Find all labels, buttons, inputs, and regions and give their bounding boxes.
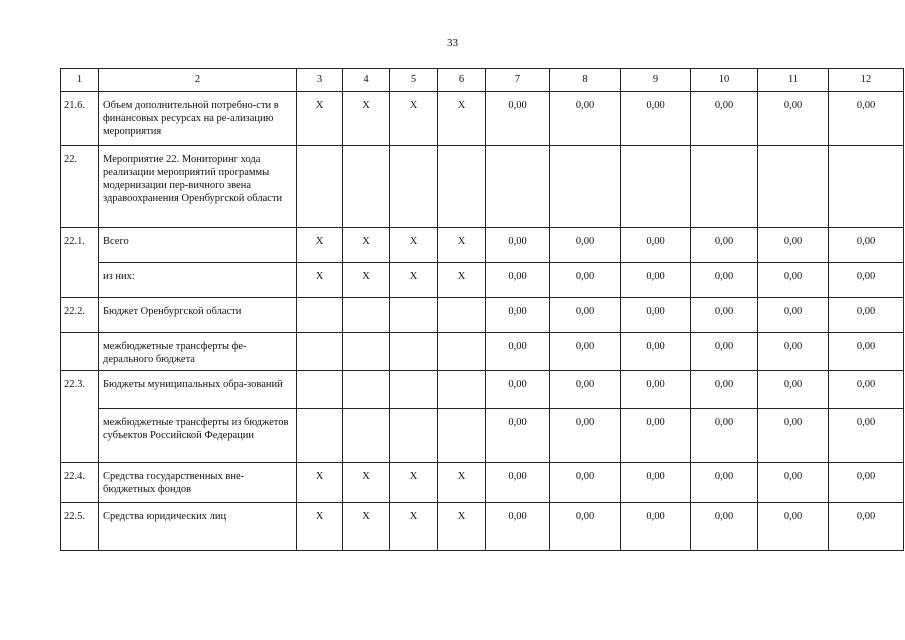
table-row — [61, 503, 904, 551]
row-name: межбюджетные трансферты фе-дерального бюджета — [99, 333, 297, 371]
value-cell: 0,00 — [486, 463, 550, 503]
value-cell — [486, 146, 550, 228]
table-row — [61, 463, 904, 503]
value-cell — [829, 146, 904, 228]
mark-cell: X — [343, 503, 390, 551]
column-header-8: 8 — [550, 69, 621, 92]
value-cell: 0,00 — [486, 409, 550, 463]
value-cell: 0,00 — [758, 409, 829, 463]
mark-cell: X — [297, 228, 343, 263]
column-header-1: 1 — [61, 69, 99, 92]
value-cell: 0,00 — [829, 333, 904, 371]
value-cell: 0,00 — [550, 228, 621, 263]
value-cell: 0,00 — [550, 298, 621, 333]
row-name: Объем дополнительной потребно-сти в финансовых ресурсах на ре-ализацию мероприятия — [99, 92, 297, 146]
value-cell: 0,00 — [758, 263, 829, 298]
mark-cell — [390, 409, 438, 463]
value-cell: 0,00 — [486, 92, 550, 146]
mark-cell: X — [438, 263, 486, 298]
mark-cell — [438, 371, 486, 409]
value-cell: 0,00 — [691, 228, 758, 263]
budget-table — [60, 68, 904, 551]
column-header-7: 7 — [486, 69, 550, 92]
value-cell: 0,00 — [486, 298, 550, 333]
value-cell: 0,00 — [621, 263, 691, 298]
value-cell: 0,00 — [621, 503, 691, 551]
table-row — [61, 409, 904, 463]
value-cell: 0,00 — [758, 333, 829, 371]
value-cell: 0,00 — [486, 503, 550, 551]
value-cell: 0,00 — [691, 503, 758, 551]
row-number: 22. — [61, 146, 99, 228]
mark-cell — [343, 298, 390, 333]
value-cell — [621, 146, 691, 228]
mark-cell — [390, 371, 438, 409]
value-cell: 0,00 — [758, 371, 829, 409]
value-cell: 0,00 — [691, 371, 758, 409]
page-number: 33 — [447, 37, 458, 49]
value-cell: 0,00 — [621, 333, 691, 371]
value-cell: 0,00 — [486, 228, 550, 263]
mark-cell: X — [438, 463, 486, 503]
mark-cell: X — [390, 503, 438, 551]
value-cell: 0,00 — [758, 92, 829, 146]
value-cell: 0,00 — [550, 333, 621, 371]
mark-cell — [438, 409, 486, 463]
value-cell: 0,00 — [829, 263, 904, 298]
mark-cell — [343, 146, 390, 228]
column-header-4: 4 — [343, 69, 390, 92]
table-row — [61, 228, 904, 263]
mark-cell: X — [297, 503, 343, 551]
mark-cell: X — [390, 92, 438, 146]
mark-cell — [390, 298, 438, 333]
mark-cell: X — [390, 228, 438, 263]
mark-cell: X — [438, 503, 486, 551]
value-cell: 0,00 — [550, 263, 621, 298]
mark-cell — [343, 409, 390, 463]
value-cell: 0,00 — [829, 298, 904, 333]
value-cell: 0,00 — [758, 228, 829, 263]
row-number: 22.4. — [61, 463, 99, 503]
value-cell: 0,00 — [550, 371, 621, 409]
value-cell: 0,00 — [621, 298, 691, 333]
value-cell: 0,00 — [486, 263, 550, 298]
value-cell: 0,00 — [691, 92, 758, 146]
value-cell — [550, 146, 621, 228]
column-header-9: 9 — [621, 69, 691, 92]
row-name: Средства государственных вне-бюджетных фондов — [99, 463, 297, 503]
row-number: 21.6. — [61, 92, 99, 146]
column-header-10: 10 — [691, 69, 758, 92]
mark-cell — [343, 333, 390, 371]
mark-cell: X — [438, 228, 486, 263]
table-row — [61, 92, 904, 146]
mark-cell: X — [297, 92, 343, 146]
mark-cell: X — [343, 92, 390, 146]
column-header-5: 5 — [390, 69, 438, 92]
column-header-12: 12 — [829, 69, 904, 92]
mark-cell — [438, 298, 486, 333]
row-name: Всего — [99, 228, 297, 263]
mark-cell: X — [438, 92, 486, 146]
value-cell: 0,00 — [758, 503, 829, 551]
value-cell: 0,00 — [550, 409, 621, 463]
row-name: из них: — [99, 263, 297, 298]
value-cell: 0,00 — [550, 503, 621, 551]
row-name: Бюджет Оренбургской области — [99, 298, 297, 333]
row-name: Средства юридических лиц — [99, 503, 297, 551]
mark-cell — [297, 371, 343, 409]
value-cell: 0,00 — [621, 92, 691, 146]
column-number-header-row — [61, 69, 904, 92]
value-cell: 0,00 — [621, 409, 691, 463]
row-number: 22.1. — [61, 228, 99, 298]
mark-cell: X — [390, 263, 438, 298]
value-cell: 0,00 — [691, 298, 758, 333]
row-number: 22.3. — [61, 371, 99, 463]
mark-cell: X — [343, 463, 390, 503]
value-cell: 0,00 — [621, 228, 691, 263]
value-cell: 0,00 — [550, 463, 621, 503]
value-cell: 0,00 — [758, 463, 829, 503]
value-cell: 0,00 — [550, 92, 621, 146]
value-cell: 0,00 — [691, 409, 758, 463]
mark-cell — [390, 146, 438, 228]
value-cell: 0,00 — [486, 371, 550, 409]
mark-cell — [390, 333, 438, 371]
mark-cell — [438, 333, 486, 371]
table-body — [61, 69, 904, 551]
value-cell — [758, 146, 829, 228]
mark-cell — [297, 409, 343, 463]
value-cell: 0,00 — [829, 228, 904, 263]
value-cell: 0,00 — [829, 463, 904, 503]
column-header-11: 11 — [758, 69, 829, 92]
value-cell: 0,00 — [621, 371, 691, 409]
value-cell: 0,00 — [691, 333, 758, 371]
row-name: Бюджеты муниципальных обра-зований — [99, 371, 297, 409]
row-number: 22.2. — [61, 298, 99, 333]
mark-cell — [297, 146, 343, 228]
value-cell: 0,00 — [691, 263, 758, 298]
column-header-6: 6 — [438, 69, 486, 92]
table-row — [61, 333, 904, 371]
table-row — [61, 146, 904, 228]
value-cell: 0,00 — [621, 463, 691, 503]
value-cell: 0,00 — [829, 371, 904, 409]
value-cell: 0,00 — [758, 298, 829, 333]
row-number — [61, 333, 99, 371]
column-header-3: 3 — [297, 69, 343, 92]
mark-cell — [343, 371, 390, 409]
table-row — [61, 263, 904, 298]
row-number: 22.5. — [61, 503, 99, 551]
value-cell: 0,00 — [829, 92, 904, 146]
table-row — [61, 298, 904, 333]
mark-cell: X — [343, 228, 390, 263]
mark-cell — [297, 298, 343, 333]
mark-cell: X — [390, 463, 438, 503]
mark-cell — [297, 333, 343, 371]
value-cell — [691, 146, 758, 228]
mark-cell: X — [297, 463, 343, 503]
row-name: межбюджетные трансферты из бюджетов субъектов Российской Федерации — [99, 409, 297, 463]
mark-cell — [438, 146, 486, 228]
row-name: Мероприятие 22. Мониторинг хода реализации мероприятий программы модернизации пер-вичного звена здравоохранения Оренбургской области — [99, 146, 297, 228]
value-cell: 0,00 — [829, 503, 904, 551]
value-cell: 0,00 — [829, 409, 904, 463]
value-cell: 0,00 — [486, 333, 550, 371]
mark-cell: X — [297, 263, 343, 298]
mark-cell: X — [343, 263, 390, 298]
value-cell: 0,00 — [691, 463, 758, 503]
table-row — [61, 371, 904, 409]
column-header-2: 2 — [99, 69, 297, 92]
